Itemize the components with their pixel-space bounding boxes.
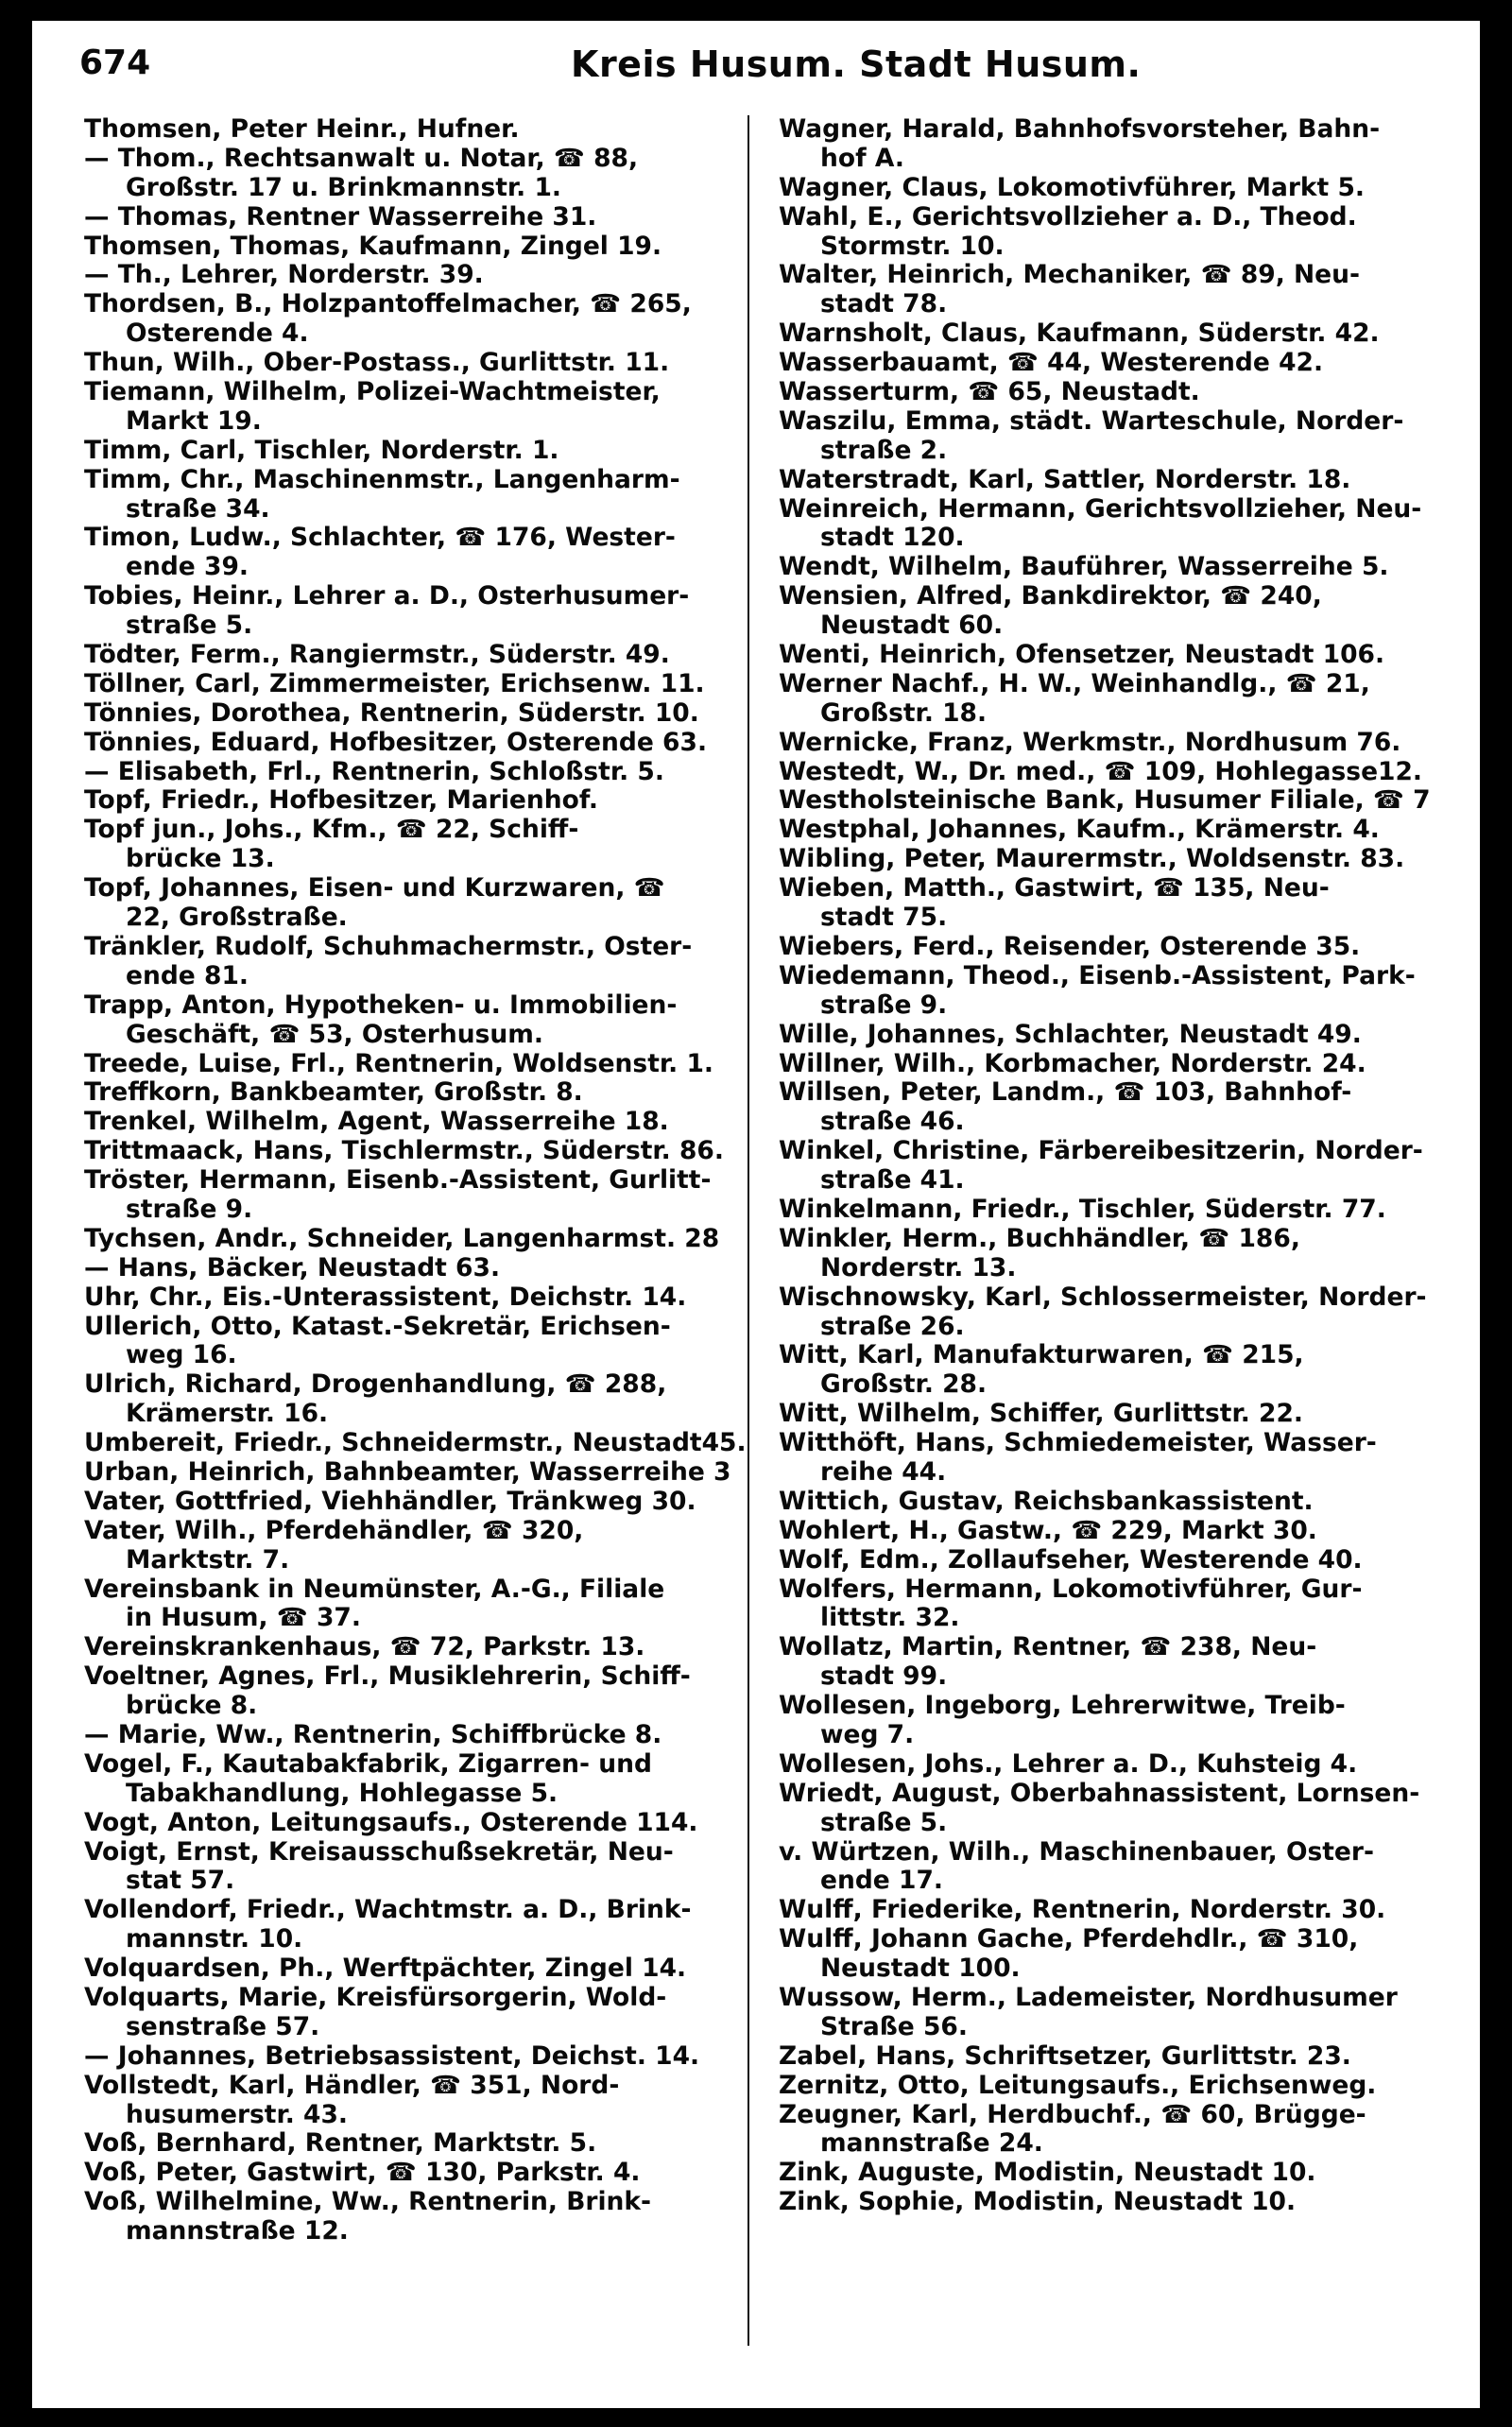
directory-line: Ullerich, Otto, Katast.-Sekretär, Erichsen- [84,1312,671,1341]
directory-line: Voigt, Ernst, Kreisausschußsekretär, Neu- [84,1837,674,1867]
directory-line: Ulrich, Richard, Drogenhandlung, ☎ 288, [84,1370,667,1400]
directory-line: Großstr. 28. [820,1370,988,1400]
directory-line: straße 5. [820,1808,948,1837]
directory-line: Tiemann, Wilhelm, Polizei-Wachtmeister, [84,378,661,407]
directory-line: hof A. [820,144,904,173]
directory-line: Uhr, Chr., Eis.-Unterassistent, Deichstr. 14. [84,1282,687,1312]
directory-line: Thomsen, Peter Heinr., Hufner. [84,115,520,144]
directory-line: Töllner, Carl, Zimmermeister, Erichsenw. 11. [84,669,705,698]
directory-line: Vater, Gottfried, Viehhändler, Tränkweg 30. [84,1487,696,1516]
directory-line: Wenti, Heinrich, Ofensetzer, Neustadt 106. [779,641,1385,670]
directory-line: Winkel, Christine, Färbereibesitzerin, Norder- [779,1137,1423,1166]
directory-line: Wittich, Gustav, Reichsbankassistent. [779,1487,1314,1516]
directory-line: — Thomas, Rentner Wasserreihe 31. [84,202,597,232]
directory-line: Winkelmann, Friedr., Tischler, Süderstr. 77. [779,1195,1386,1224]
page-number: 674 [79,43,151,82]
directory-line: Wischnowsky, Karl, Schlossermeister, Norder- [779,1282,1427,1312]
directory-line: Großstr. 18. [820,698,988,728]
directory-line: — Th., Lehrer, Norderstr. 39. [84,261,484,290]
directory-line: Wensien, Alfred, Bankdirektor, ☎ 240, [779,582,1322,611]
directory-line: Wiebers, Ferd., Reisender, Osterende 35. [779,932,1361,961]
directory-line: Neustadt 100. [820,1954,1021,1984]
directory-line: — Hans, Bäcker, Neustadt 63. [84,1253,501,1282]
directory-line: Timm, Carl, Tischler, Norderstr. 1. [84,436,559,465]
directory-line: straße 41. [820,1166,965,1196]
directory-line: Witt, Wilhelm, Schiffer, Gurlittstr. 22. [779,1400,1303,1429]
directory-line: Treede, Luise, Frl., Rentnerin, Woldsenstr. 1. [84,1049,713,1078]
directory-line: mannstr. 10. [126,1925,303,1954]
directory-line: Walter, Heinrich, Mechaniker, ☎ 89, Neu- [779,261,1360,290]
directory-line: Tychsen, Andr., Schneider, Langenharmst. 28 [84,1224,720,1253]
directory-line: Straße 56. [820,2012,968,2041]
directory-line: Volquarts, Marie, Kreisfürsorgerin, Wold- [84,1984,667,2012]
directory-line: Volquardsen, Ph., Werftpächter, Zingel 14. [84,1954,687,1984]
directory-line: Wohlert, H., Gastw., ☎ 229, Markt 30. [779,1516,1317,1545]
page-header [79,30,1464,96]
directory-line: Wagner, Claus, Lokomotivführer, Markt 5. [779,173,1365,202]
directory-line: Warnsholt, Claus, Kaufmann, Süderstr. 42. [779,319,1380,349]
directory-line: Osterende 4. [126,319,309,349]
directory-line: — Johannes, Betriebsassistent, Deichst. 14. [84,2041,700,2071]
directory-line: Witthöft, Hans, Schmiedemeister, Wasser- [779,1429,1377,1458]
left-column [84,115,751,2246]
directory-line: Tränkler, Rudolf, Schuhmachermstr., Oster- [84,932,693,961]
directory-line: stadt 75. [820,904,948,933]
directory-line: stadt 99. [820,1662,948,1692]
directory-line: Westphal, Johannes, Kaufm., Krämerstr. 4. [779,816,1380,845]
directory-line: Zabel, Hans, Schriftsetzer, Gurlittstr. 23. [779,2041,1351,2071]
directory-line: Vater, Wilh., Pferdehändler, ☎ 320, [84,1516,584,1545]
directory-line: stat 57. [126,1867,235,1896]
directory-line: Tödter, Ferm., Rangiermstr., Süderstr. 49. [84,641,670,670]
directory-line: weg 16. [126,1341,237,1370]
directory-line: Tönnies, Eduard, Hofbesitzer, Osterende 63. [84,728,708,757]
directory-line: — Marie, Ww., Rentnerin, Schiffbrücke 8. [84,1720,662,1749]
directory-line: straße 46. [820,1108,965,1137]
directory-line: Wollatz, Martin, Rentner, ☎ 238, Neu- [779,1633,1317,1662]
directory-line: reihe 44. [820,1457,947,1487]
directory-line: straße 26. [820,1312,965,1341]
directory-line: Wulff, Johann Gache, Pferdehdlr., ☎ 310, [779,1925,1359,1954]
directory-line: weg 7. [820,1720,915,1749]
directory-line: Tobies, Heinr., Lehrer a. D., Osterhusumer- [84,582,690,611]
directory-line: stadt 120. [820,524,965,553]
directory-line: husumerstr. 43. [126,2100,348,2129]
directory-line: Witt, Karl, Manufakturwaren, ☎ 215, [779,1341,1304,1370]
directory-line: Zeugner, Karl, Herdbuchf., ☎ 60, Brügge- [779,2100,1366,2129]
directory-line: Winkler, Herm., Buchhändler, ☎ 186, [779,1224,1300,1253]
directory-line: Wieben, Matth., Gastwirt, ☎ 135, Neu- [779,874,1330,904]
directory-line: straße 5. [126,611,253,641]
directory-line: Wriedt, August, Oberbahnassistent, Lornsen- [779,1779,1420,1808]
directory-line: straße 2. [820,436,948,465]
directory-line: straße 9. [820,990,948,1020]
directory-line: Urban, Heinrich, Bahnbeamter, Wasserreihe 3 [84,1457,731,1487]
running-title: Kreis Husum. Stadt Husum. [571,43,1142,85]
directory-line: Voß, Bernhard, Rentner, Marktstr. 5. [84,2129,597,2159]
directory-line: Umbereit, Friedr., Schneidermstr., Neustadt45. [84,1429,747,1458]
directory-line: brücke 13. [126,845,275,874]
directory-line: littstr. 32. [820,1604,960,1633]
directory-page [32,21,1480,2408]
column-divider [747,115,749,2346]
directory-line: Wasserbauamt, ☎ 44, Westerende 42. [779,349,1324,378]
directory-line: v. Würtzen, Wilh., Maschinenbauer, Oster- [779,1837,1374,1867]
directory-line: Neustadt 60. [820,611,1004,641]
directory-line: Voeltner, Agnes, Frl., Musiklehrerin, Schiff- [84,1662,691,1692]
directory-line: Wollesen, Ingeborg, Lehrerwitwe, Treib- [779,1692,1346,1721]
directory-line: Wasserturm, ☎ 65, Neustadt. [779,378,1200,407]
directory-line: Wolfers, Hermann, Lokomotivführer, Gur- [779,1575,1363,1604]
directory-line: Wiedemann, Theod., Eisenb.-Assistent, Park- [779,961,1416,990]
directory-line: Vollstedt, Karl, Händler, ☎ 351, Nord- [84,2071,620,2100]
directory-line: Waterstradt, Karl, Sattler, Norderstr. 18. [779,465,1351,494]
directory-line: Vereinskrankenhaus, ☎ 72, Parkstr. 13. [84,1633,645,1662]
directory-line: Werner Nachf., H. W., Weinhandlg., ☎ 21, [779,669,1370,698]
directory-line: Weinreich, Hermann, Gerichtsvollzieher, Neu- [779,494,1422,524]
directory-line: stadt 78. [820,290,948,319]
directory-line: Wagner, Harald, Bahnhofsvorsteher, Bahn- [779,115,1381,144]
directory-line: Topf, Friedr., Hofbesitzer, Marienhof. [84,786,598,816]
directory-line: Zink, Sophie, Modistin, Neustadt 10. [779,2188,1297,2217]
directory-line: — Elisabeth, Frl., Rentnerin, Schloßstr. 5. [84,757,664,786]
directory-line: Zink, Auguste, Modistin, Neustadt 10. [779,2159,1316,2188]
directory-line: Vereinsbank in Neumünster, A.-G., Filiale [84,1575,665,1604]
directory-line: Voß, Peter, Gastwirt, ☎ 130, Parkstr. 4. [84,2159,641,2188]
directory-line: in Husum, ☎ 37. [126,1604,361,1633]
directory-line: Wahl, E., Gerichtsvollzieher a. D., Theod. [779,202,1357,232]
directory-line: Markt 19. [126,406,262,436]
directory-line: straße 34. [126,494,270,524]
directory-line: Thomsen, Thomas, Kaufmann, Zingel 19. [84,232,662,261]
directory-line: Stormstr. 10. [820,232,1005,261]
directory-line: Tönnies, Dorothea, Rentnerin, Süderstr. 10. [84,698,699,728]
directory-line: Zernitz, Otto, Leitungsaufs., Erichsenweg. [779,2071,1377,2100]
directory-line: Norderstr. 13. [820,1253,1017,1282]
directory-line: Wolf, Edm., Zollaufseher, Westerende 40. [779,1545,1363,1575]
directory-line: Willner, Wilh., Korbmacher, Norderstr. 24. [779,1049,1366,1078]
directory-line: Wernicke, Franz, Werkmstr., Nordhusum 76. [779,728,1401,757]
directory-line: Trittmaack, Hans, Tischlermstr., Süderstr. 86. [84,1137,724,1166]
directory-line: Thun, Wilh., Ober-Postass., Gurlittstr. 11. [84,349,670,378]
directory-line: Trenkel, Wilhelm, Agent, Wasserreihe 18. [84,1108,669,1137]
directory-line: Willsen, Peter, Landm., ☎ 103, Bahnhof- [779,1078,1352,1108]
directory-line: Wille, Johannes, Schlachter, Neustadt 49. [779,1020,1362,1049]
directory-line: — Thom., Rechtsanwalt u. Notar, ☎ 88, [84,144,639,173]
directory-line: Großstr. 17 u. Brinkmannstr. 1. [126,173,561,202]
directory-line: ende 39. [126,553,249,582]
directory-line: brücke 8. [126,1692,258,1721]
directory-line: Westedt, W., Dr. med., ☎ 109, Hohlegasse12. [779,757,1422,786]
directory-line: Tröster, Hermann, Eisenb.-Assistent, Gurlitt- [84,1166,712,1196]
directory-line: senstraße 57. [126,2012,320,2041]
directory-line: Topf, Johannes, Eisen- und Kurzwaren, ☎ [84,874,665,904]
directory-line: mannstraße 12. [126,2217,349,2246]
directory-line: mannstraße 24. [820,2129,1043,2159]
directory-line: Topf jun., Johs., Kfm., ☎ 22, Schiff- [84,816,579,845]
directory-line: Krämerstr. 16. [126,1400,329,1429]
directory-line: 22, Großstraße. [126,904,348,933]
directory-line: Geschäft, ☎ 53, Osterhusum. [126,1020,543,1049]
directory-line: Wendt, Wilhelm, Bauführer, Wasserreihe 5. [779,553,1389,582]
directory-line: Waszilu, Emma, städt. Warteschule, Norder- [779,406,1404,436]
directory-line: Timm, Chr., Maschinenmstr., Langenharm- [84,465,680,494]
directory-line: Wibling, Peter, Maurermstr., Woldsenstr. 83. [779,845,1405,874]
directory-line: Wollesen, Johs., Lehrer a. D., Kuhsteig 4. [779,1749,1358,1779]
directory-line: Vogel, F., Kautabakfabrik, Zigarren- und [84,1749,652,1779]
directory-line: Thordsen, B., Holzpantoffelmacher, ☎ 265, [84,290,692,319]
directory-line: ende 17. [820,1867,943,1896]
directory-line: Vollendorf, Friedr., Wachtmstr. a. D., Brink- [84,1896,692,1925]
directory-line: Voß, Wilhelmine, Ww., Rentnerin, Brink- [84,2188,652,2217]
right-column [779,115,1446,2217]
directory-line: Vogt, Anton, Leitungsaufs., Osterende 114. [84,1808,698,1837]
directory-line: Wussow, Herm., Lademeister, Nordhusumer [779,1984,1398,2012]
directory-line: straße 9. [126,1195,253,1224]
directory-line: Wulff, Friederike, Rentnerin, Norderstr. 30. [779,1896,1386,1925]
directory-line: Tabakhandlung, Hohlegasse 5. [126,1779,558,1808]
directory-line: Westholsteinische Bank, Husumer Filiale, ☎ 7 [779,786,1431,816]
directory-line: Timon, Ludw., Schlachter, ☎ 176, Wester- [84,524,676,553]
directory-line: Treffkorn, Bankbeamter, Großstr. 8. [84,1078,583,1108]
directory-line: Marktstr. 7. [126,1545,290,1575]
directory-line: ende 81. [126,961,249,990]
directory-line: Trapp, Anton, Hypotheken- u. Immobilien- [84,990,678,1020]
